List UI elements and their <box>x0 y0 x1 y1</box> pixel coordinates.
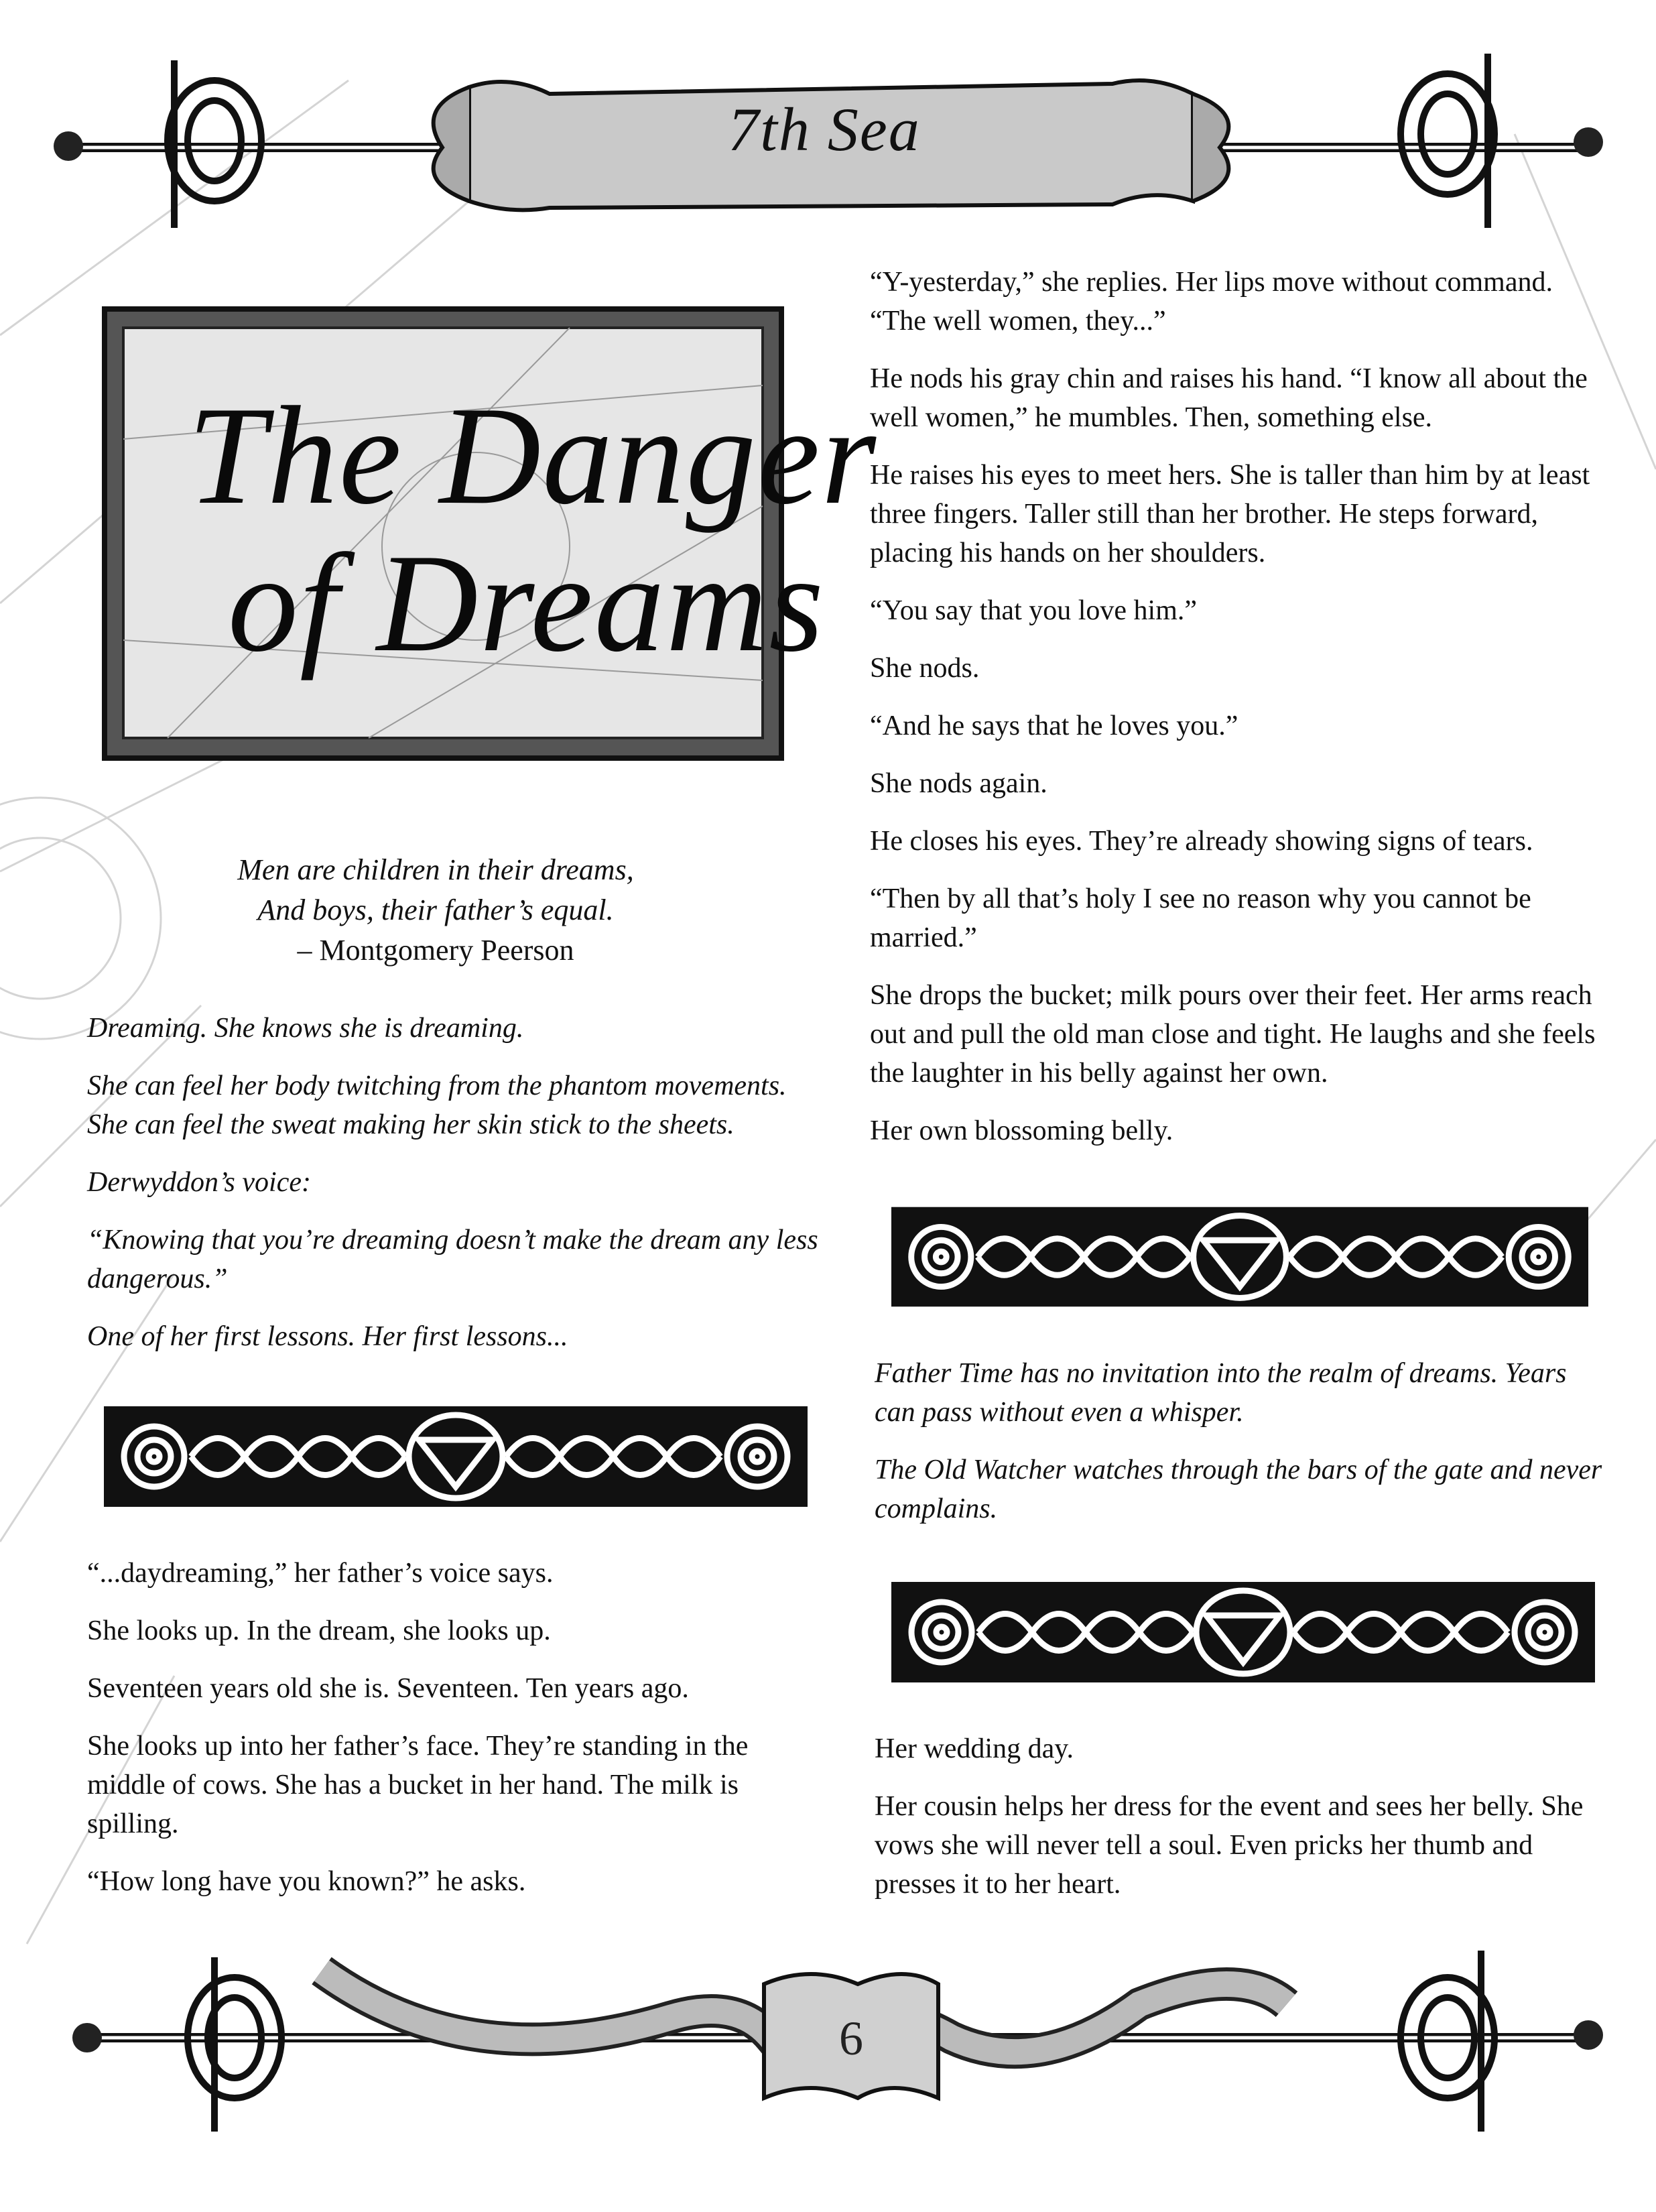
paragraph: She nods again. <box>870 768 1047 799</box>
paragraph: Derwyddon’s voice: <box>87 1167 311 1198</box>
paragraph: He closes his eyes. They’re already showing signs of tears. <box>870 826 1533 857</box>
right-column-middle <box>875 1354 1612 1547</box>
paragraph: “Knowing that you’re dreaming doesn’t make the dream any less dangerous.” <box>87 1225 818 1294</box>
paragraph: One of her first lessons. Her first lessons... <box>87 1321 568 1352</box>
sword-pommel-right <box>1574 2020 1603 2050</box>
celtic-knot-divider <box>104 1406 808 1507</box>
paragraph: The Old Watcher watches through the bars of the gate and never complains. <box>875 1455 1602 1524</box>
paragraph: He nods his gray chin and raises his hand. “I know all about the well women,” he mumbles. Then, something else. <box>870 363 1588 433</box>
sword-hilt-left <box>188 1957 281 2132</box>
paragraph: “...daydreaming,” her father’s voice says. <box>87 1558 554 1589</box>
paragraph: She looks up. In the dream, she looks up. <box>87 1615 551 1646</box>
epigraph <box>67 850 804 971</box>
sword-pommel-right <box>1574 127 1603 157</box>
celtic-knot-divider <box>891 1207 1588 1307</box>
epigraph-attribution: – Montgomery Peerson <box>297 934 574 967</box>
epigraph-line-2: And boys, their father’s equal. <box>257 894 614 926</box>
article-title-line-2: of Dreams <box>228 526 826 681</box>
sword-hilt-right <box>1401 54 1494 228</box>
epigraph-line-1: Men are children in their dreams, <box>237 853 634 886</box>
paragraph: She can feel her body twitching from the phantom movements. She can feel the sweat making her skin stick to the sheets. <box>87 1070 787 1140</box>
paragraph: “How long have you known?” he asks. <box>87 1866 526 1897</box>
paragraph: Her cousin helps her dress for the event and sees her belly. She vows she will never tell a soul. Even pricks her thumb and presses it to her heart. <box>875 1791 1584 1900</box>
right-column-bottom <box>875 1729 1618 1922</box>
left-column-bottom <box>87 1554 824 1920</box>
paragraph: “And he says that he loves you.” <box>870 711 1238 741</box>
paragraph: Her own blossoming belly. <box>870 1115 1173 1146</box>
paragraph: Dreaming. She knows she is dreaming. <box>87 1013 524 1044</box>
paragraph: “Then by all that’s holy I see no reason why you cannot be married.” <box>870 883 1531 953</box>
celtic-knot-divider <box>891 1582 1595 1682</box>
paragraph: “Y-yesterday,” she replies. Her lips move without command. “The well women, they...” <box>870 267 1553 336</box>
sword-pommel-left <box>54 131 83 161</box>
sword-pommel-left <box>72 2023 102 2052</box>
paragraph: She drops the bucket; milk pours over their feet. Her arms reach out and pull the old man close and tight. He laughs and she feels the laughter in his belly against her own. <box>870 980 1596 1089</box>
paragraph: Father Time has no invitation into the realm of dreams. Years can pass without even a whisper. <box>875 1358 1567 1428</box>
paragraph: She looks up into her father’s face. They’re standing in the middle of cows. She has a bucket in her hand. The milk is spilling. <box>87 1731 749 1839</box>
paragraph: She nods. <box>870 653 980 684</box>
paragraph: He raises his eyes to meet hers. She is taller than him by at least three fingers. Taller still than her brother. He steps forward, placing his hands on her shoulders. <box>870 460 1590 568</box>
right-column-top <box>870 263 1607 1169</box>
page-number: 6 <box>839 2012 863 2065</box>
paragraph: Her wedding day. <box>875 1733 1074 1764</box>
paragraph: “You say that you love him.” <box>870 595 1198 626</box>
article-title-line-1: The Danger <box>188 378 878 534</box>
header-title: 7th Sea <box>728 95 921 164</box>
left-column-top <box>87 1009 824 1375</box>
paragraph: Seventeen years old she is. Seventeen. Ten years ago. <box>87 1673 689 1704</box>
